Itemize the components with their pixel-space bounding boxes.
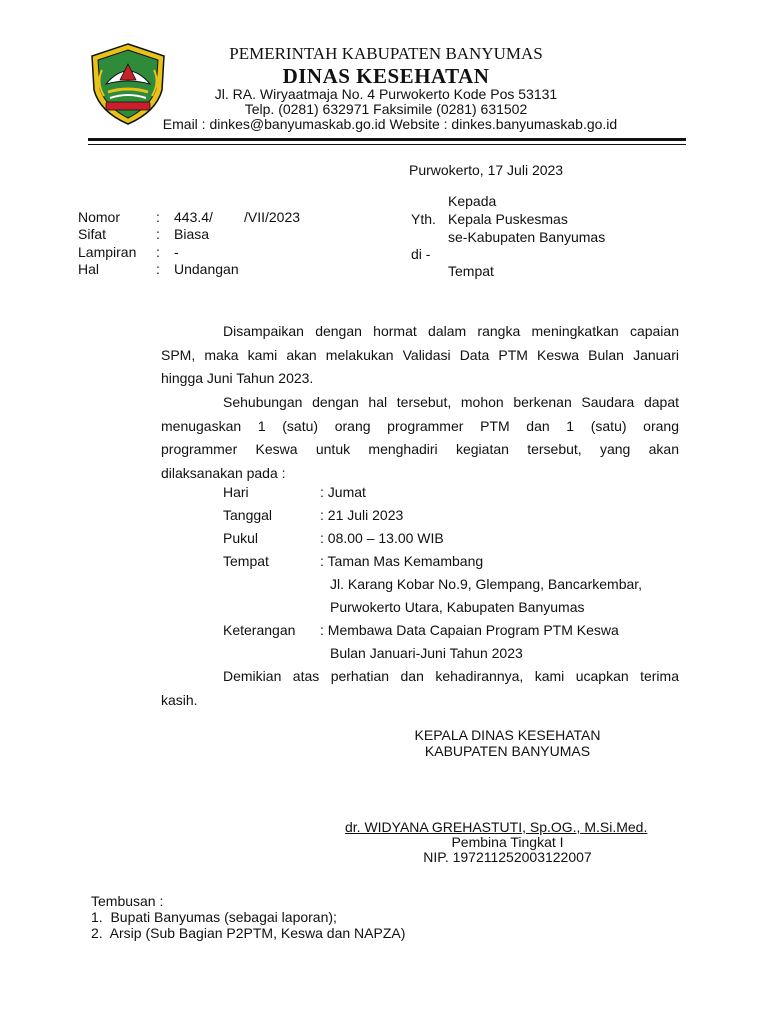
detail-tempat-address-1: Jl. Karang Kobar No.9, Glempang, Bancarkembar, <box>330 576 643 592</box>
detail-tempat-address-2: Purwokerto Utara, Kabupaten Banyumas <box>330 599 585 615</box>
detail-value-pukul: : 08.00 – 13.00 WIB <box>320 530 444 546</box>
body-line: dilaksanakan pada : <box>161 464 286 481</box>
meta-value-lampiran: - <box>174 244 179 260</box>
recipient-region: se-Kabupaten Banyumas <box>448 229 606 245</box>
letterhead-government-name: PEMERINTAH KABUPATEN BANYUMAS <box>229 44 543 63</box>
body-paragraph-2 <box>161 391 679 485</box>
detail-label-pukul: Pukul <box>223 530 259 546</box>
recipient-yth: Yth. <box>411 211 436 227</box>
detail-label-tempat: Tempat <box>223 553 269 569</box>
signature-title-1: KEPALA DINAS KESEHATAN <box>414 727 601 743</box>
meta-value-sifat: Biasa <box>174 226 210 242</box>
detail-value-keterangan: : Membawa Data Capaian Program PTM Keswa <box>320 622 619 638</box>
body-line: kasih. <box>161 691 198 708</box>
tembusan-label: Tembusan : <box>91 893 164 909</box>
closing-paragraph <box>161 665 679 712</box>
meta-value-nomor-suffix: /VII/2023 <box>244 209 301 225</box>
meta-value-nomor: 443.4/ <box>174 209 213 225</box>
body-line: programmer Keswa untuk menghadiri kegiatan tersebut, yang akan <box>161 441 679 457</box>
letterhead-department-name: DINAS KESEHATAN <box>282 64 490 88</box>
body-line: menugaskan 1 (satu) orang programmer PTM dan 1 (satu) orang <box>161 417 679 434</box>
letterhead-address: Jl. RA. Wiryaatmaja No. 4 Purwokerto Kode Pos 53131 <box>214 86 558 102</box>
signature-title-2: KABUPATEN BANYUMAS <box>424 743 591 759</box>
meta-sep: : <box>156 244 160 260</box>
recipient-tempat: Tempat <box>448 263 494 279</box>
detail-value-tanggal: : 21 Juli 2023 <box>320 507 404 523</box>
detail-keterangan-cont: Bulan Januari-Juni Tahun 2023 <box>330 645 523 661</box>
letterhead-divider-thin <box>88 144 686 145</box>
meta-label-nomor: Nomor <box>78 209 121 225</box>
letterhead-divider <box>88 138 686 141</box>
body-line: Disampaikan dengan hormat dalam rangka meningkatkan capaian <box>223 323 679 339</box>
detail-value-hari: : Jumat <box>320 484 366 500</box>
detail-label-tanggal: Tanggal <box>223 507 273 523</box>
meta-label-lampiran: Lampiran <box>78 244 137 260</box>
letterhead-contact: Email : dinkes@banyumaskab.go.id Website : dinkes.banyumaskab.go.id <box>162 116 618 132</box>
signatory-name: dr. WIDYANA GREHASTUTI, Sp.OG., M.Si.Med. <box>345 819 648 835</box>
detail-label-hari: Hari <box>223 484 249 500</box>
meta-value-hal: Undangan <box>174 261 239 277</box>
letterhead-phone: Telp. (0281) 632971 Faksimile (0281) 631502 <box>244 101 528 117</box>
recipient-name: Kepala Puskesmas <box>448 211 568 227</box>
letter-date: Purwokerto, 17 Juli 2023 <box>409 162 564 178</box>
body-line: SPM, maka kami akan melakukan Validasi Data PTM Keswa Bulan Januari <box>161 346 679 363</box>
signatory-nip: NIP. 197211252003122007 <box>423 849 592 865</box>
banyumas-regency-crest-icon <box>86 42 170 126</box>
tembusan-item: 1. Bupati Banyumas (sebagai laporan); <box>91 909 337 925</box>
meta-label-sifat: Sifat <box>78 226 107 242</box>
meta-sep: : <box>156 226 160 242</box>
signatory-rank: Pembina Tingkat I <box>451 834 564 850</box>
recipient-kepada: Kepada <box>448 193 497 209</box>
recipient-di: di - <box>411 246 431 262</box>
body-line: Sehubungan dengan hal tersebut, mohon berkenan Saudara dapat <box>223 394 679 410</box>
meta-label-hal: Hal <box>78 261 100 277</box>
meta-sep: : <box>156 261 160 277</box>
detail-label-keterangan: Keterangan <box>223 622 296 638</box>
tembusan-item: 2. Arsip (Sub Bagian P2PTM, Keswa dan NAPZA) <box>91 925 406 941</box>
body-line: Demikian atas perhatian dan kehadirannya, kami ucapkan terima <box>223 668 679 684</box>
detail-value-tempat: : Taman Mas Kemambang <box>320 553 484 569</box>
body-paragraph-1 <box>161 320 679 391</box>
body-line: hingga Juni Tahun 2023. <box>161 370 314 386</box>
meta-sep: : <box>156 209 160 225</box>
